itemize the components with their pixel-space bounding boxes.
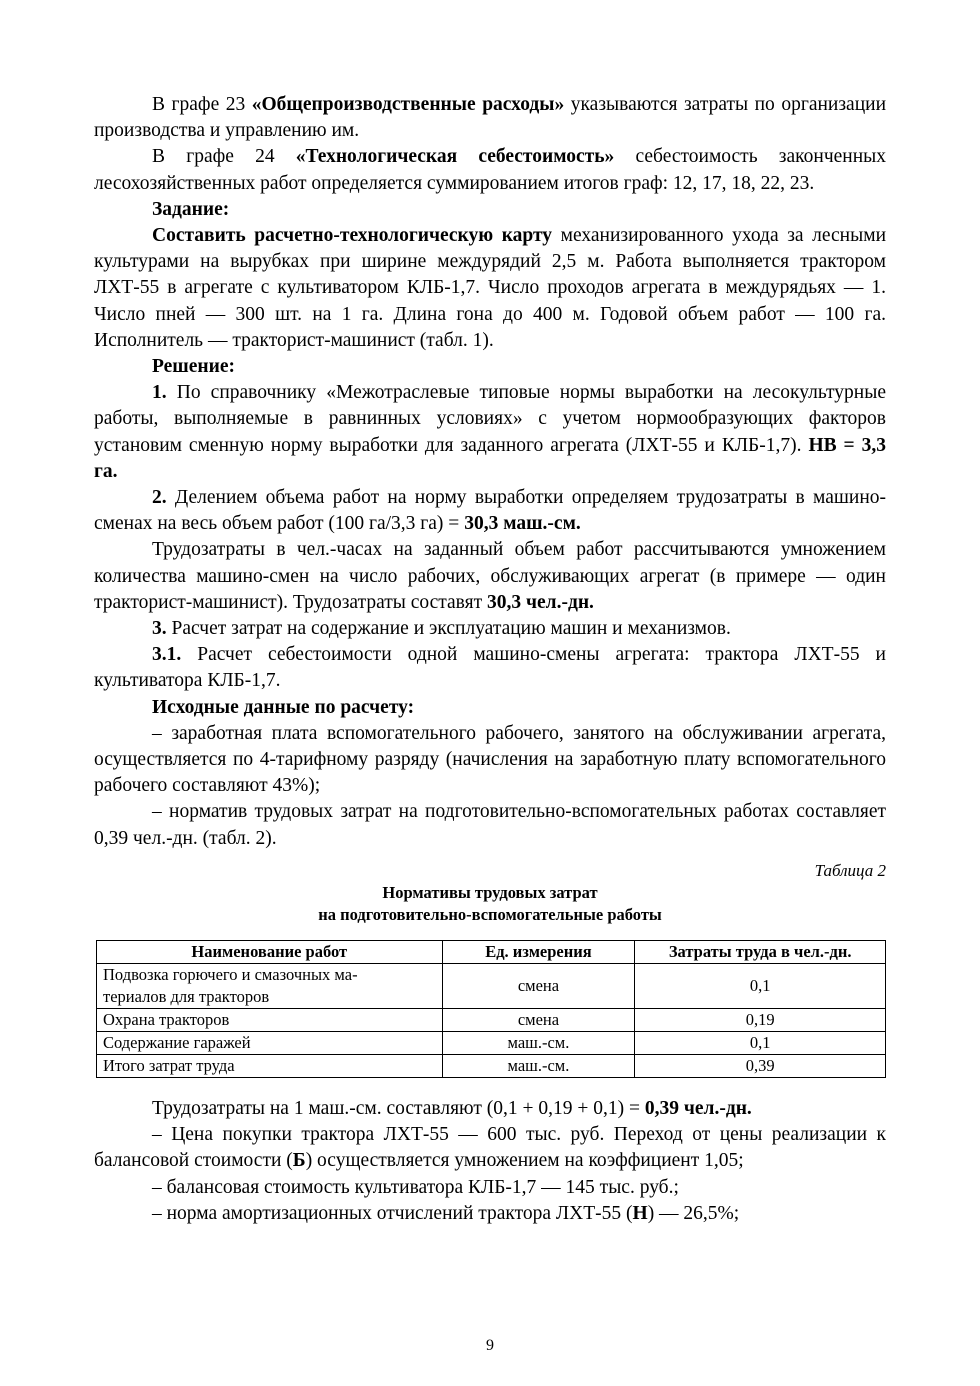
cell-unit: маш.-см. [442,1054,635,1077]
norms-table [96,940,886,1078]
text: ) — 26,5%; [647,1202,740,1224]
heading-text: Задание: [152,198,230,220]
bold-result: 30,3 маш.-см. [464,513,581,535]
text: ) осуществляется умножением на коэффициент 1,05; [305,1150,744,1172]
table-row [97,1031,886,1054]
step-number: 1. [152,382,167,404]
page-body [94,92,886,1227]
text: Расчет себестоимости одной машино-смены агрегата: трактора ЛХТ-55 и культиватора КЛБ-1,7. [94,644,886,692]
paragraph-col24 [94,144,886,196]
paragraph-col23 [94,92,886,144]
bold-symbol: Б [292,1150,306,1172]
text: Трудозатраты на 1 маш.-см. составляют (0,1 + 0,19 + 0,1) = [152,1097,645,1119]
text: Трудозатраты в чел.-часах на заданный объем работ рассчитываются умножением количества машино-смен на число рабочих, обслуживающих агрегат (в примере — один тракторист-машинист). Трудозатраты составят [94,539,886,613]
bold-result: 0,39 чел.-дн. [644,1097,752,1119]
step-2-labor [94,537,886,616]
text: себестоимость законченных лесохозяйственных работ определяется суммированием итогов граф: 12, 17, 18, 22, 23. [94,146,887,194]
bold-term: Составить расчетно-технологическую карту [152,225,553,247]
input-heading [94,695,886,721]
cell-work-name: Содержание гаражей [97,1031,443,1054]
step-number: 3. [152,618,167,640]
table-title-line-1: Нормативы трудовых затрат [382,882,598,902]
solution-heading [94,354,886,380]
text: Делением объема работ на норму выработки определяем трудозатраты в машино-сменах на весь объем работ (100 га/3,3 га) = [94,487,886,535]
heading-text: Решение: [152,356,236,378]
table-row [97,963,886,1008]
page-number: 9 [486,1337,494,1354]
text: Расчет затрат на содержание и эксплуатацию машин и механизмов. [166,618,731,640]
header-work-name: Наименование работ [97,940,443,963]
input-item-1: – заработная плата вспомогательного рабочего, занятого на обслуживании агрегата, осуществляется по 4-тарифному разряду (начисления на заработную плату вспомогательного рабочего составляют 43%); [94,722,886,797]
step-number: 2. [152,487,167,509]
heading-text: Исходные данные по расчету: [152,696,415,718]
text: – норма амортизационных отчислений трактора ЛХТ-55 ( [152,1202,633,1224]
step-1 [94,380,886,485]
table-row [97,1008,886,1031]
cell-value: 0,1 [635,1031,886,1054]
cell-value: 0,1 [635,963,886,1008]
cell-unit: смена [442,1008,635,1031]
task-paragraph [94,223,886,354]
text: По справочнику «Межотраслевые типовые нормы выработки на лесокультурные работы, выполняемые в равнинных условиях» с учетом нормообразующих факторов установим сменную норму выработки для заданного агрегата (ЛХТ-55 и КЛБ-1,7). [94,382,886,456]
table-row [97,1054,886,1077]
header-unit: Ед. измерения [442,940,635,963]
header-labor: Затраты труда в чел.-дн. [635,940,886,963]
text: указываются затраты по организации производства и управлению им. [94,94,887,142]
bold-result: 30,3 чел.-дн. [487,591,594,613]
task-heading [94,197,886,223]
table-caption: Таблица 2 [814,860,886,880]
cell-value: 0,39 [635,1054,886,1077]
bold-symbol: Н [632,1202,648,1224]
text: механизированного ухода за лесными культурами на вырубках при ширине междурядий 2,5 м. Работа выполняется трактором ЛХТ-55 в агрегате с культиватором КЛБ-1,7. Число проходов агрегата в междурядьях — 1. Число пней — 300 шт. на 1 га. Длина гона до 400 м. Годовой объем работ — 100 га. Исполнитель — тракторист-машинист (табл. 1). [94,225,886,351]
bold-term: «Технологическая себестоимость» [295,146,615,168]
bold-term: «Общепроизводственные расходы» [251,94,565,115]
text: В графе 23 [152,94,252,115]
tractor-price [94,1122,886,1174]
labor-per-shift [94,1096,886,1122]
cell-line: Подвозка горючего и смазочных ма- [103,964,358,984]
text: – Цена покупки трактора ЛХТ-55 — 600 тыс. руб. Переход от цены реализации к балансовой стоимости ( [94,1124,886,1172]
table-title-line-2: на подготовительно-вспомогательные работы [318,904,662,924]
cell-unit: маш.-см. [442,1031,635,1054]
step-3 [94,616,886,642]
input-item-2: – норматив трудовых затрат на подготовительно-вспомогательных работах составляет 0,39 чел.-дн. (табл. 2). [94,801,886,849]
text: В графе 24 [152,146,296,168]
step-3-1 [94,642,886,694]
cell-work-name: Охрана тракторов [97,1008,443,1031]
step-number: 3.1. [152,644,182,666]
cell-work-name: Итого затрат труда [97,1054,443,1077]
bold-result: НВ = 3,3 га. [94,434,886,482]
table-header-row [97,940,886,963]
cell-line: териалов для тракторов [103,986,270,1006]
cultivator-cost: – балансовая стоимость культиватора КЛБ-1,7 — 145 тыс. руб.; [152,1176,679,1198]
cell-value: 0,19 [635,1008,886,1031]
amortization-rate [94,1201,886,1227]
cell-work-name [97,963,443,1008]
step-2 [94,485,886,537]
cell-unit: смена [442,963,635,1008]
